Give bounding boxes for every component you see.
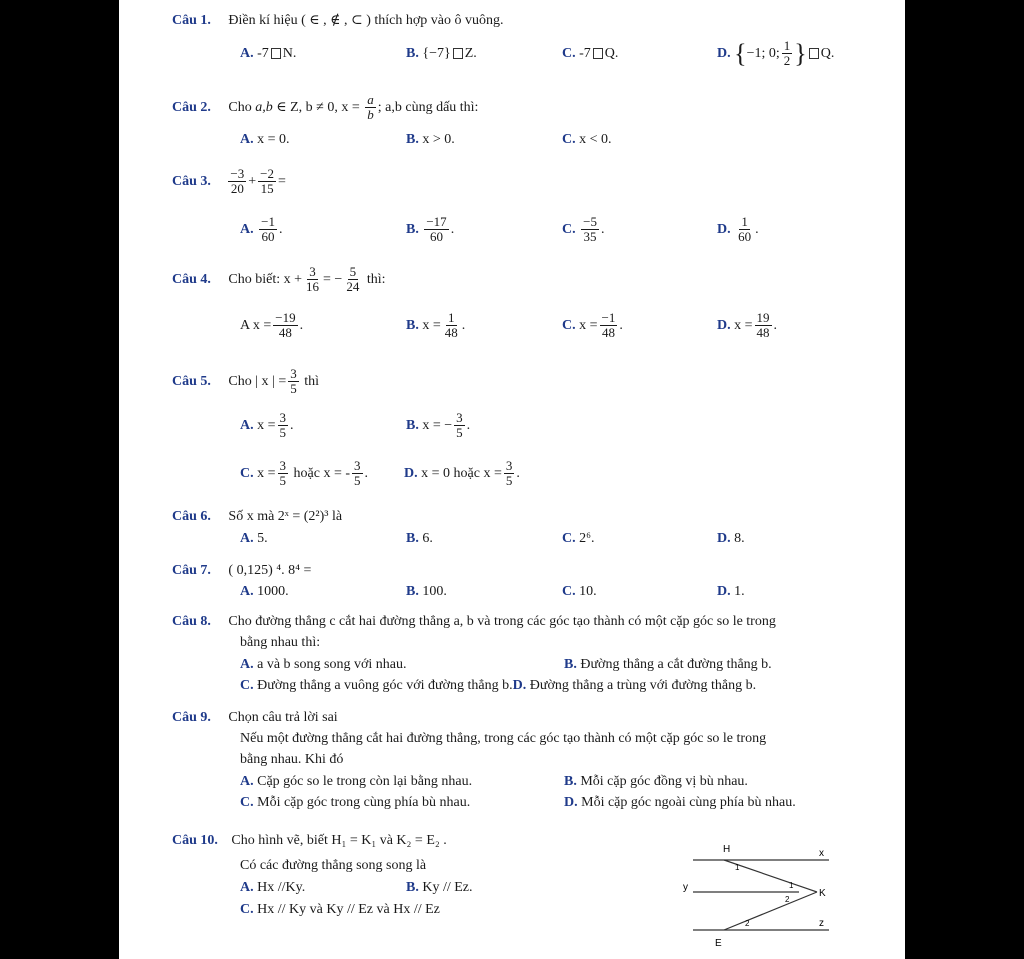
option-label: A. [240, 46, 254, 61]
question-text: Chọn câu trả lời sai [228, 710, 338, 725]
q2-option-c [562, 132, 612, 148]
option-text: x = [422, 318, 441, 333]
fraction: $\frac{-17}{60}$ [426, 214, 447, 245]
option-label: D. [717, 222, 731, 237]
q5-option-d: D. x = 0 hoặc x = $\frac{3}{5}$ . [404, 458, 520, 489]
option-text: Cặp góc so le trong còn lại bằng nhau. [257, 774, 473, 789]
q2-option-a [240, 132, 290, 148]
option-label: D. [564, 795, 578, 810]
question-text: thì [304, 374, 320, 389]
option-text: 8. [734, 531, 745, 546]
fraction: $\frac{-5}{35}$ [583, 214, 597, 245]
q4-option-c: C. x = $\frac{-1}{48}$ . [562, 310, 623, 341]
option-label: C. [240, 795, 254, 810]
option-text: x = [257, 418, 276, 433]
option-text: x = [257, 466, 276, 481]
q7-option-d [717, 584, 745, 600]
q4-option-d: D. x = $\frac{19}{48}$ . [717, 310, 778, 341]
option-text: Mỗi cặp góc trong cùng phía bù nhau. [257, 795, 471, 810]
q3-option-c: C. $\frac{-5}{35}$ . [562, 214, 605, 245]
blank-box [453, 48, 463, 59]
option-label: B. [406, 418, 419, 433]
question-text: Điền kí hiệu ( ∈ , ∉ , ⊂ ) thích hợp vào ô vuông. [228, 13, 504, 28]
fraction: $\frac{1}{60}$ [738, 214, 752, 245]
q1-option-d [717, 38, 834, 70]
question-label: Câu 2. [172, 100, 211, 115]
option-label: A [240, 318, 250, 333]
q2-stem [172, 92, 478, 124]
worksheet-page [119, 0, 905, 959]
option-label: C. [240, 466, 254, 481]
fraction: $\frac{3}{5}$ [354, 458, 361, 489]
q10-option-a [240, 880, 305, 896]
q6-option-d [717, 531, 745, 547]
fraction: $\frac{-2}{15}$ [260, 166, 274, 197]
question-label: Câu 9. [172, 710, 211, 725]
q5-option-c: C. x = $\frac{3}{5}$ hoặc x = - $\frac{3}{5}$ . [240, 458, 369, 489]
q9-stem [172, 710, 338, 726]
fraction: $\frac{3}{5}$ [279, 410, 287, 441]
option-text: 5. [257, 531, 268, 546]
segment-ke [724, 892, 817, 930]
option-text: x < 0. [579, 132, 612, 147]
label-e: E [715, 938, 722, 949]
q7-option-b [406, 584, 447, 600]
fraction: $\frac{19}{48}$ [756, 310, 770, 341]
option-text: Q. [820, 46, 835, 61]
q8-option-c [240, 678, 756, 694]
option-text: Mỗi cặp góc ngoài cùng phía bù nhau. [581, 795, 796, 810]
question-text: Cho đường thẳng c cắt hai đường thẳng a, b và trong các góc tạo thành có một cặp góc so le trong [228, 614, 776, 629]
blank-box [593, 48, 603, 59]
option-text: x > 0. [422, 132, 455, 147]
question-text: ; a,b cùng dấu thì: [377, 100, 479, 115]
angle-k1: 1 [789, 881, 794, 890]
q8-option-b [564, 657, 772, 673]
fraction: $\frac{3}{5}$ [279, 458, 287, 489]
question-label: Câu 6. [172, 509, 211, 524]
option-text: a và b song song với nhau. [257, 657, 407, 672]
option-text: 2⁶. [579, 531, 595, 546]
option-text: Hx //Ky. [257, 880, 306, 895]
option-label: B. [406, 132, 419, 147]
q9-stem-cont: bằng nhau. Khi đó [240, 752, 344, 767]
option-label: A. [240, 880, 254, 895]
q6-option-c [562, 531, 595, 547]
option-text: x = 0. [257, 132, 290, 147]
option-text: Đường thẳng a vuông góc với đường thẳng b. [257, 678, 513, 693]
angle-e2: 2 [745, 919, 750, 928]
brace-open: { [734, 38, 747, 68]
q9-option-a [240, 774, 472, 790]
label-y: y [683, 882, 688, 893]
q10-option-b [406, 880, 473, 896]
option-text: -7 [257, 46, 269, 61]
q7-stem [172, 563, 311, 579]
option-label: C. [562, 584, 576, 599]
option-label: A. [240, 418, 254, 433]
option-label: C. [562, 318, 576, 333]
q8-stem-cont: bằng nhau thì: [240, 635, 321, 650]
q3-option-a: A. $\frac{-1}{60}$ . [240, 214, 283, 245]
q6-option-a [240, 531, 268, 547]
q4-option-a: A x = $\frac{-19}{48}$ . [240, 310, 304, 341]
option-label: A. [240, 531, 254, 546]
option-text: 1. [734, 584, 745, 599]
operator: + [248, 174, 257, 189]
q9-option-c [240, 795, 470, 811]
option-label: B. [406, 318, 419, 333]
option-label: D. [404, 466, 418, 481]
option-text: x = [252, 318, 272, 333]
option-text: Mỗi cặp góc đồng vị bù nhau. [580, 774, 748, 789]
question-label: Câu 1. [172, 13, 211, 28]
fraction: $\frac{3}{5}$ [290, 366, 297, 397]
q4-option-b: B. x = $\frac{1}{48}$ . [406, 310, 466, 341]
option-label: A. [240, 584, 254, 599]
option-label: A. [240, 657, 254, 672]
option-text: x = [579, 318, 598, 333]
question-label: Câu 3. [172, 174, 211, 189]
option-label: D. [717, 318, 731, 333]
q9-option-d [564, 795, 796, 811]
question-text: Cho biết: x + [228, 272, 303, 287]
q3-option-d: D. $\frac{1}{60}$ . [717, 214, 759, 245]
question-text: thì: [366, 272, 386, 287]
blank-box [271, 48, 281, 59]
question-label: Câu 5. [172, 374, 211, 389]
option-text: N. [282, 46, 297, 61]
option-label: B. [564, 774, 577, 789]
option-label: A. [240, 774, 254, 789]
question-text: ∈ Z, b ≠ 0, x = [272, 100, 364, 115]
question-label: Câu 4. [172, 272, 211, 287]
option-label: A. [240, 132, 254, 147]
option-label: D. [512, 678, 527, 693]
label-z: z [819, 918, 824, 929]
fraction: $\frac{a}{b}$ [367, 92, 374, 123]
option-text: 1000. [257, 584, 289, 599]
label-k: K [819, 888, 826, 899]
q4-stem [172, 264, 386, 296]
q1-option-a [240, 46, 296, 62]
option-label: C. [240, 678, 254, 693]
q3-stem [172, 166, 286, 198]
label-h: H [723, 844, 731, 855]
question-text: Cho | x | = [228, 374, 287, 389]
option-text: −1; 0; [746, 46, 780, 61]
q9-stem-cont: Nếu một đường thẳng cắt hai đường thẳng, trong các góc tạo thành có một cặp góc so le trong [240, 731, 767, 746]
option-label: C. [562, 132, 576, 147]
option-text: 6. [422, 531, 433, 546]
option-text: Đường thẳng a cắt đường thẳng b. [580, 657, 772, 672]
question-text: Cho hình vẽ, biết H₁ = K₁ và K₂ = E₂ . [231, 833, 447, 848]
q1-option-c [562, 46, 618, 62]
option-text: Ky // Ez. [422, 880, 473, 895]
fraction: $\frac{1}{2}$ [783, 38, 791, 69]
angle-h1: 1 [735, 863, 740, 872]
option-text: x = 0 hoặc x = [421, 466, 502, 481]
operator: = [278, 174, 286, 189]
question-text: Số x mà 2ˣ = (2²)³ là [228, 509, 343, 524]
option-label: B. [406, 222, 419, 237]
option-label: B. [406, 46, 419, 61]
fraction: $\frac{-3}{20}$ [230, 166, 245, 197]
fraction: $\frac{3}{16}$ [306, 264, 320, 295]
q7-option-a [240, 584, 289, 600]
q8-option-a [240, 657, 406, 673]
fraction: $\frac{3}{5}$ [505, 458, 513, 489]
option-label: D. [717, 531, 731, 546]
brace-close: } [794, 38, 807, 68]
option-label: C. [562, 46, 576, 61]
question-text: a,b [255, 100, 273, 115]
option-text: 100. [422, 584, 447, 599]
q10-option-c [240, 902, 440, 918]
question-label: Câu 10. [172, 833, 218, 848]
question-label: Câu 7. [172, 563, 211, 578]
option-label: A. [240, 222, 254, 237]
option-label: C. [562, 222, 576, 237]
option-label: B. [406, 584, 419, 599]
option-text: x = [734, 318, 753, 333]
option-text: Đường thẳng a trùng với đường thẳng b. [529, 678, 757, 693]
option-text: Hx // Ky và Ky // Ez và Hx // Ez [257, 902, 440, 917]
option-label: B. [406, 880, 419, 895]
q8-stem [172, 614, 776, 630]
option-label: D. [717, 584, 731, 599]
option-text: {−7} [422, 46, 451, 61]
option-label: C. [562, 531, 576, 546]
option-text: -7 [579, 46, 591, 61]
fraction: $\frac{-1}{60}$ [261, 214, 275, 245]
question-text: Cho [228, 100, 256, 115]
option-label: D. [717, 46, 731, 61]
option-label: C. [240, 902, 254, 917]
option-text: Q. [604, 46, 619, 61]
option-label: B. [406, 531, 419, 546]
parallel-lines-figure [679, 840, 839, 952]
q5-stem [172, 366, 319, 398]
option-text: 10. [579, 584, 597, 599]
q10-stem-cont: Có các đường thẳng song song là [240, 858, 427, 873]
option-text: Z. [464, 46, 477, 61]
question-text: ( 0,125) ⁴. 8⁴ = [228, 563, 312, 578]
q1-stem [172, 13, 504, 29]
q5-option-a: A. x = $\frac{3}{5}$ . [240, 410, 294, 441]
option-text: hoặc x = - [293, 466, 351, 481]
q6-option-b [406, 531, 433, 547]
q6-stem [172, 509, 342, 525]
label-x: x [819, 848, 824, 859]
fraction: $\frac{-19}{48}$ [275, 310, 296, 341]
q10-stem [172, 833, 447, 849]
fraction: $\frac{1}{48}$ [444, 310, 458, 341]
q3-option-b: B. $\frac{-17}{60}$ . [406, 214, 455, 245]
q9-option-b [564, 774, 748, 790]
fraction: $\frac{-1}{48}$ [601, 310, 616, 341]
q1-option-b [406, 46, 477, 62]
q7-option-c [562, 584, 597, 600]
question-label: Câu 8. [172, 614, 211, 629]
blank-box [809, 48, 819, 59]
operator: = − [323, 272, 343, 287]
fraction: $\frac{5}{24}$ [346, 264, 360, 295]
angle-k2: 2 [785, 895, 790, 904]
q5-option-b: B. x = − $\frac{3}{5}$ . [406, 410, 471, 441]
option-label: B. [564, 657, 577, 672]
option-text: x = − [422, 418, 453, 433]
q2-option-b [406, 132, 455, 148]
fraction: $\frac{3}{5}$ [456, 410, 463, 441]
